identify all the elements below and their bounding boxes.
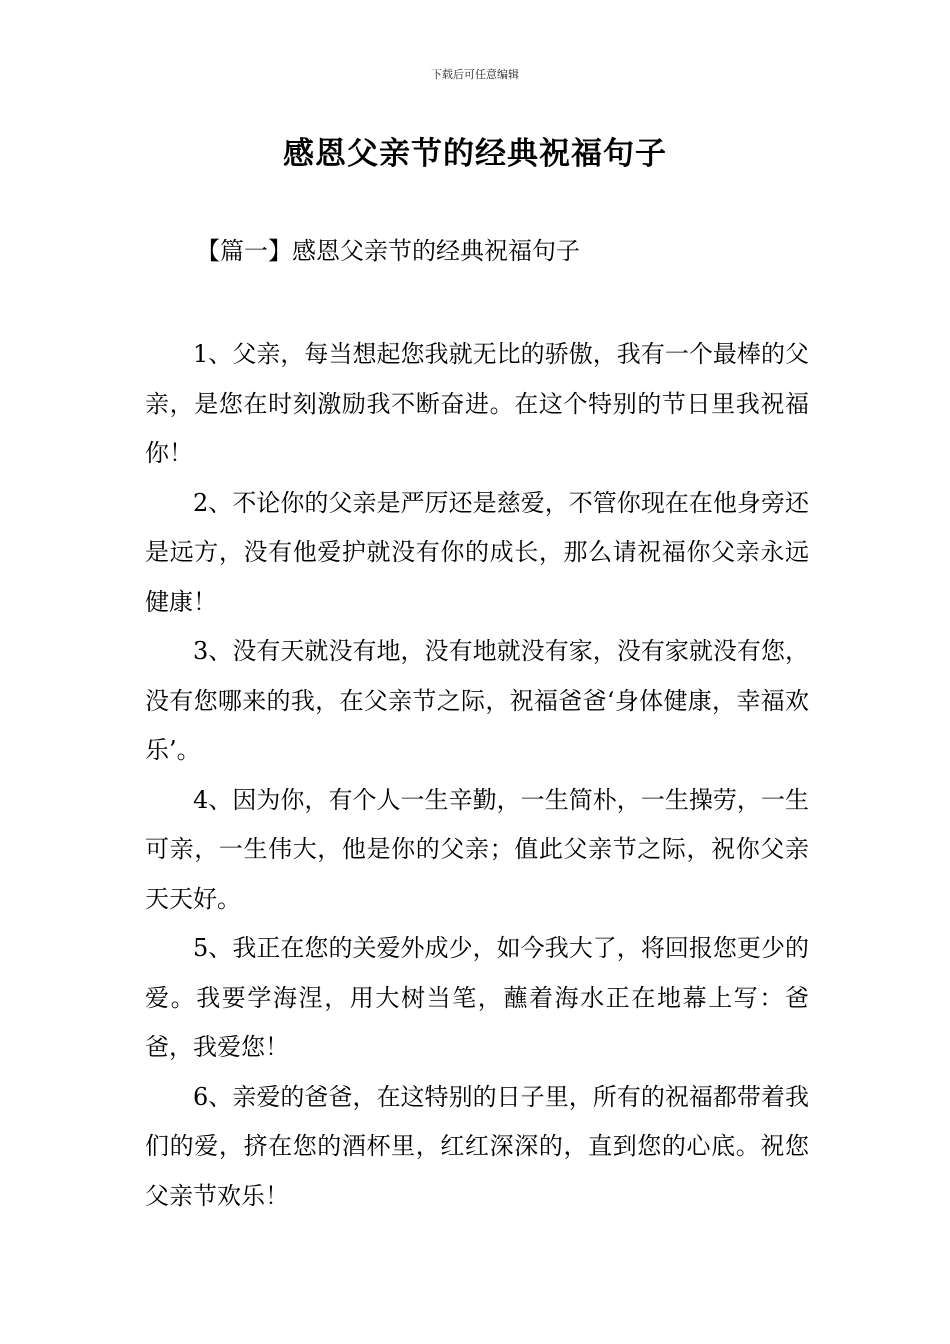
paragraph-2: 2、不论你的父亲是严厉还是慈爱，不管你现在在他身旁还是远方，没有他爱护就没有你的成长，那么请祝福你父亲永远健康！ [145,488,809,616]
paragraph-5: 5、我正在您的关爱外成少，如今我大了，将回报您更少的爱。我要学海涅，用大树当笔，蘸着海水正在地幕上写：爸爸，我爱您！ [145,934,809,1061]
section-heading: 【篇一】感恩父亲节的经典祝福句子 [196,237,580,265]
paragraph-3: 3、没有天就没有地，没有地就没有家，没有家就没有您，没有您哪来的我，在父亲节之际，祝福爸爸‘身体健康，幸福欢乐’。 [145,637,809,764]
paragraph-1: 1、父亲，每当想起您我就无比的骄傲，我有一个最棒的父亲，是您在时刻激励我不断奋进。在这个特别的节日里我祝福你！ [145,340,809,467]
paragraph-4: 4、因为你，有个人一生辛勤，一生简朴，一生操劳，一生可亲，一生伟大，他是你的父亲；值此父亲节之际，祝你父亲天天好。 [145,785,809,913]
document-title: 感恩父亲节的经典祝福句子 [283,136,667,172]
body-text [145,330,809,1221]
paragraph-6: 6、亲爱的爸爸，在这特别的日子里，所有的祝福都带着我们的爱，挤在您的酒杯里，红红深深的，直到您的心底。祝您父亲节欢乐！ [145,1082,809,1210]
header-note: 下载后可任意编辑 [431,68,519,81]
